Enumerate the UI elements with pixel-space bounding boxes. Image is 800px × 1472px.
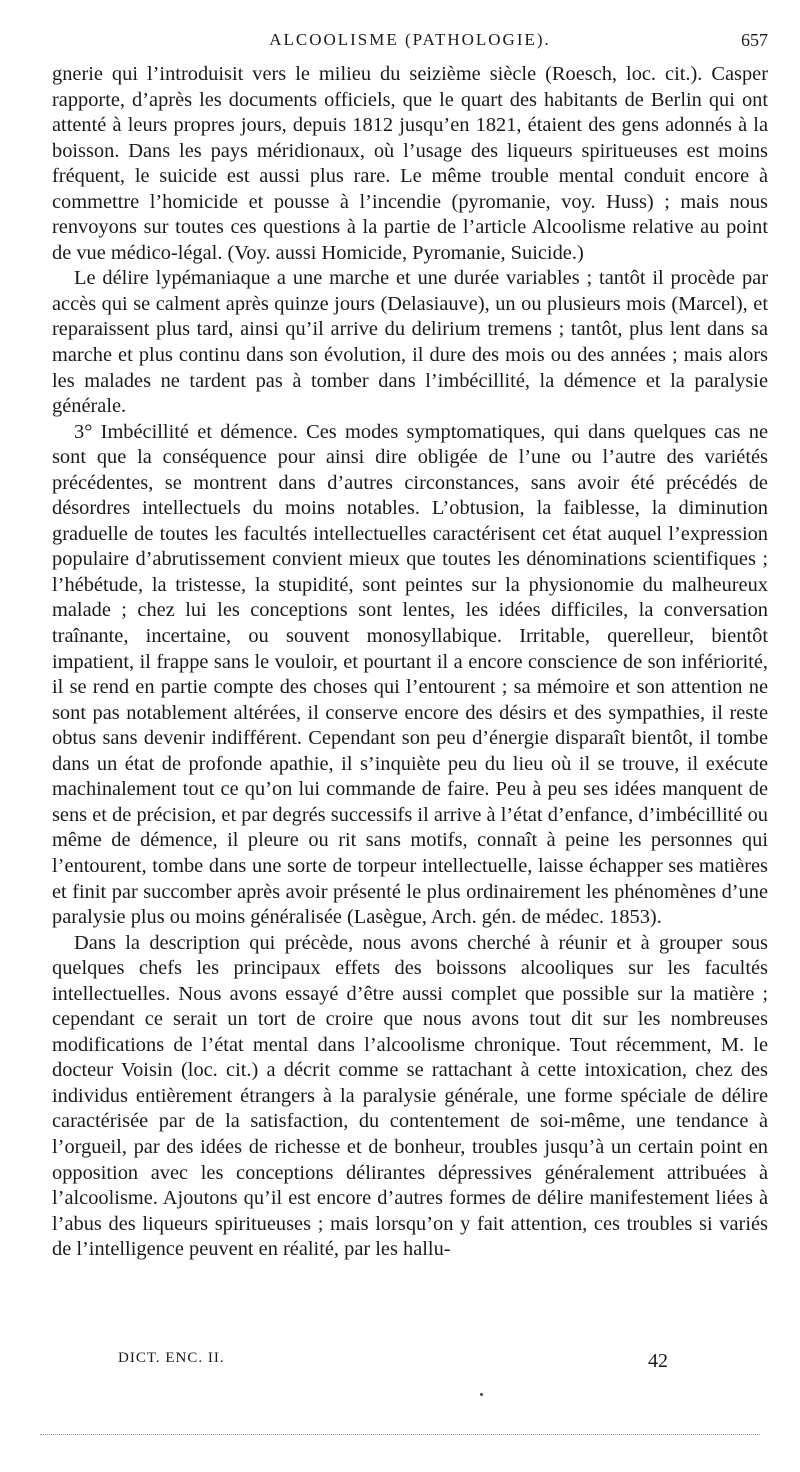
page-footer	[118, 1350, 718, 1376]
scan-edge-dots	[40, 1434, 760, 1435]
paragraph-suicide-homicide: gnerie qui l’introduisit vers le milieu du seizième siècle (Roesch, loc. cit.). Casper rapporte, d’après les documents officiels, que le quart des habitants de Berlin qui ont attenté à leurs propres jours, depuis 1812 jusqu’en 1821, étaient des gens adonnés à la boisson. Dans les pays méridionaux, où l’usage des liqueurs spiritueuses est moins fréquent, le suicide est aussi plus rare. Le même trouble mental conduit encore à commettre l’homicide et pousse à l’incendie (pyromanie, voy. Huss) ; mais nous renvoyons sur toutes ces questions à la partie de l’article Alcoolisme relative au point de vue médico-légal. (Voy. aussi Homicide, Pyromanie, Suicide.)	[52, 63, 768, 264]
printer-signature: DICT. ENC. II.	[118, 1350, 225, 1366]
signature-number: 42	[648, 1350, 668, 1372]
body-text	[52, 62, 768, 1263]
page-number: 657	[741, 30, 768, 50]
running-head	[52, 30, 768, 58]
paragraph-summary-voisin: Dans la description qui précède, nous avons cherché à réunir et à grouper sous quelques chefs les principaux effets des boissons alcooliques sur les facultés intellectuelles. Nous avons essayé d’être aussi complet que possible sur la matière ; cependant ce serait un tort de croire que nous avons tout dit sur les nombreuses modifications de l’état mental dans l’alcoolisme chronique. Tout récemment, M. le docteur Voisin (loc. cit.) a décrit comme se rattachant à cette intoxication, chez des individus entièrement étrangers à la paralysie générale, une forme spéciale de délire caractérisée par de la satisfaction, du contentement de soi-même, une tendance à l’orgueil, par des idées de richesse et de bonheur, troubles jusqu’à un certain point en opposition avec les conceptions délirantes dépressives généralement attribuées à l’alcoolisme. Ajoutons qu’il est encore d’autres formes de délire manifestement liées à l’abus des liqueurs spiritueuses ; mais lorsqu’on y fait attention, ces troubles si variés de l’intelligence peuvent en réalité, par les hallu-	[52, 931, 768, 1261]
paragraph-lypemaniac-delirium: Le délire lypémaniaque a une marche et une durée variables ; tantôt il procède par accès qui se calment après quinze jours (Delasiauve), un ou plusieurs mois (Marcel), et reparaissent plus tard, ainsi qu’il arrive du delirium tremens ; tantôt, plus lent dans sa marche et plus continu dans son évolution, il dure des mois ou des années ; mais alors les malades ne tardent pas à tomber dans l’imbécillité, la démence et la paralysie générale.	[52, 267, 768, 418]
paragraph-imbecility-dementia: 3° Imbécillité et démence. Ces modes symptomatiques, qui dans quelques cas ne sont que la conséquence pour ainsi dire obligée de l’une ou l’autre des variétés précédentes, se montrent dans d’autres circonstances, sans avoir été précédés de désordres intellectuels du moins notables. L’obtusion, la faiblesse, la diminution graduelle de toutes les facultés intellectuelles caractérisent cet état auquel l’expression populaire d’abrutissement convient mieux que toutes les dénominations scientifiques ; l’hébétude, la tristesse, la stupidité, sont peintes sur la physionomie du malheureux malade ; chez lui les conceptions sont lentes, les idées difficiles, la conversation traînante, incertaine, ou souvent monosyllabique. Irritable, querelleur, bientôt impatient, il frappe sans le vouloir, et pourtant il a encore conscience de son infériorité, il se rend en partie compte des choses qui l’entourent ; sa mémoire et son attention ne sont pas notablement altérées, il conserve encore des désirs et des sympathies, il reste obtus sans devenir indifférent. Cependant son peu d’énergie disparaît bientôt, il tombe dans un état de profonde apathie, il s’inquiète peu du lieu où il se trouve, il exécute machinalement tout ce qu’on lui commande de faire. Peu à peu ses idées manquent de sens et de précision, et par degrés successifs il arrive à l’état d’enfance, d’imbécillité ou même de démence, il pleure ou rit sans motifs, connaît à peine les personnes qui l’entourent, tombe dans une sorte de torpeur intellectuelle, laisse échapper ses matières et finit par succomber après avoir présenté le plus ordinairement les phénomènes d’une paralysie plus ou moins généralisée (Lasègue, Arch. gén. de médec. 1853).	[52, 420, 768, 929]
running-title: ALCOOLISME (PATHOLOGIE).	[269, 30, 551, 49]
ink-speck	[480, 1393, 483, 1396]
